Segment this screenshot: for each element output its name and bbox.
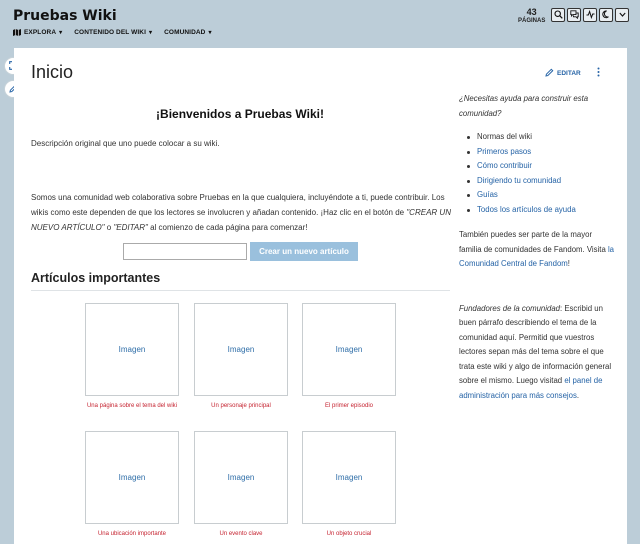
tile-1-label: Imagen	[118, 345, 146, 354]
intro-editar-label: "EDITAR"	[113, 223, 148, 232]
wiki-description: Descripción original que uno puede colocar a su wiki.	[31, 139, 220, 148]
page-content	[14, 48, 627, 544]
nav-explora[interactable]	[13, 29, 62, 36]
activity-button[interactable]	[583, 8, 597, 22]
more-actions-button[interactable]	[593, 67, 603, 79]
intro-crear-label: "CREAR UN NUEVO ARTÍCULO"	[31, 208, 451, 232]
more-vertical-icon	[597, 64, 600, 82]
chevron-down-icon	[618, 6, 627, 24]
help-link-todos[interactable]: Todos los artículos de ayuda	[467, 203, 615, 218]
image-tile-3[interactable]	[302, 303, 396, 396]
intro-paragraph	[31, 190, 451, 235]
image-tile-6[interactable]	[302, 431, 396, 524]
image-tile-4[interactable]	[85, 431, 179, 524]
pages-label: PÁGINAS	[518, 18, 546, 24]
edit-label: EDITAR	[557, 70, 581, 77]
tile-4-caption[interactable]: Una ubicación importante	[97, 531, 167, 537]
help-link-normas: Normas del wiki	[467, 130, 615, 145]
nav-comunidad-label: COMUNIDAD	[164, 29, 206, 36]
page-title: Inicio	[31, 62, 74, 82]
fandom-paragraph	[459, 228, 615, 272]
nav-contenido-label: CONTENIDO DEL WIKI	[74, 29, 146, 36]
tile-5-caption[interactable]: Un evento clave	[219, 531, 263, 537]
founders-end: .	[576, 390, 580, 400]
tile-1-caption[interactable]: Una página sobre el tema del wiki	[86, 403, 178, 409]
wiki-nav	[13, 29, 212, 36]
search-button[interactable]	[551, 8, 565, 22]
nav-comunidad[interactable]	[164, 29, 211, 36]
help-link-como-contribuir[interactable]: Cómo contribuir	[467, 159, 615, 174]
tile-3-label: Imagen	[335, 345, 363, 354]
tile-6-caption[interactable]: Un objeto crucial	[326, 531, 372, 537]
edit-button[interactable]	[545, 68, 581, 79]
chevron-down-icon: ▾	[149, 30, 153, 36]
founders-paragraph	[459, 302, 615, 404]
header-tools	[551, 8, 629, 22]
image-tile-1[interactable]	[85, 303, 179, 396]
welcome-heading: ¡Bienvenidos a Pruebas Wiki!	[156, 107, 324, 121]
tile-3-caption[interactable]: El primer episodio	[324, 403, 374, 409]
discussions-icon	[570, 6, 579, 24]
intro-or: o	[104, 223, 114, 232]
tile-2-label: Imagen	[227, 345, 255, 354]
map-icon	[13, 29, 21, 36]
fandom-central-link[interactable]: la Comunidad Central de Fandom	[459, 244, 615, 268]
search-icon	[554, 6, 563, 24]
founders-label: Fundadores de la comunidad	[459, 303, 560, 313]
wiki-title[interactable]: Pruebas Wiki	[13, 8, 117, 24]
intro-text-1: Somos una comunidad web colaborativa sobre Pruebas en la que cualquiera, incluyéndote a ti, puede contribuir. Los wikis como este dependen de que los lectores se involucren y añadan contenido. ¡Haz clic en el botón de	[31, 193, 445, 217]
tile-4-label: Imagen	[118, 473, 146, 482]
discussions-button[interactable]	[567, 8, 581, 22]
more-tools-button[interactable]	[615, 8, 629, 22]
create-article-button[interactable]: Crear un nuevo artículo	[250, 242, 358, 261]
help-sidebar	[459, 92, 615, 403]
chevron-down-icon: ▾	[208, 30, 212, 36]
tile-5-label: Imagen	[227, 473, 255, 482]
help-link-dirigiendo[interactable]: Dirigiendo tu comunidad	[467, 174, 615, 189]
tile-6-label: Imagen	[335, 473, 363, 482]
theme-icon	[602, 6, 611, 24]
pencil-icon	[545, 68, 554, 79]
help-question: ¿Necesitas ayuda para construir esta comunidad?	[459, 94, 589, 118]
create-article-input[interactable]	[123, 243, 247, 260]
theme-toggle[interactable]	[599, 8, 613, 22]
top-bar	[0, 0, 640, 48]
help-links	[459, 130, 615, 217]
nav-explora-label: EXPLORA	[24, 29, 57, 36]
page-counter[interactable]	[518, 8, 545, 24]
image-tile-2[interactable]	[194, 303, 288, 396]
founders-text: : Escribid un buen párrafo describiendo el tema de la comunidad aquí. Permitid que vuestros lectores sepan más del tema sobre el que trata este wiki y algo de información general sobre el mismo. Luego visitad	[459, 303, 612, 385]
pages-count: 43	[526, 7, 537, 17]
fandom-end: !	[567, 259, 570, 268]
chevron-down-icon: ▾	[59, 30, 63, 36]
admin-panel-link[interactable]: el panel de administración para más consejos	[459, 376, 603, 400]
divider	[31, 290, 450, 291]
important-articles-heading: Artículos importantes	[31, 271, 161, 285]
fandom-text: También puedes ser parte de la mayor familia de comunidades de Fandom. Visita	[459, 230, 608, 254]
nav-contenido[interactable]	[74, 29, 152, 36]
help-link-guias[interactable]: Guías	[467, 188, 615, 203]
intro-text-2: al comienzo de cada página para comenzar!	[147, 223, 308, 232]
tile-2-caption[interactable]: Un personaje principal	[211, 403, 271, 409]
help-link-primeros-pasos[interactable]: Primeros pasos	[467, 145, 615, 160]
activity-icon	[586, 6, 595, 24]
image-tile-5[interactable]	[194, 431, 288, 524]
